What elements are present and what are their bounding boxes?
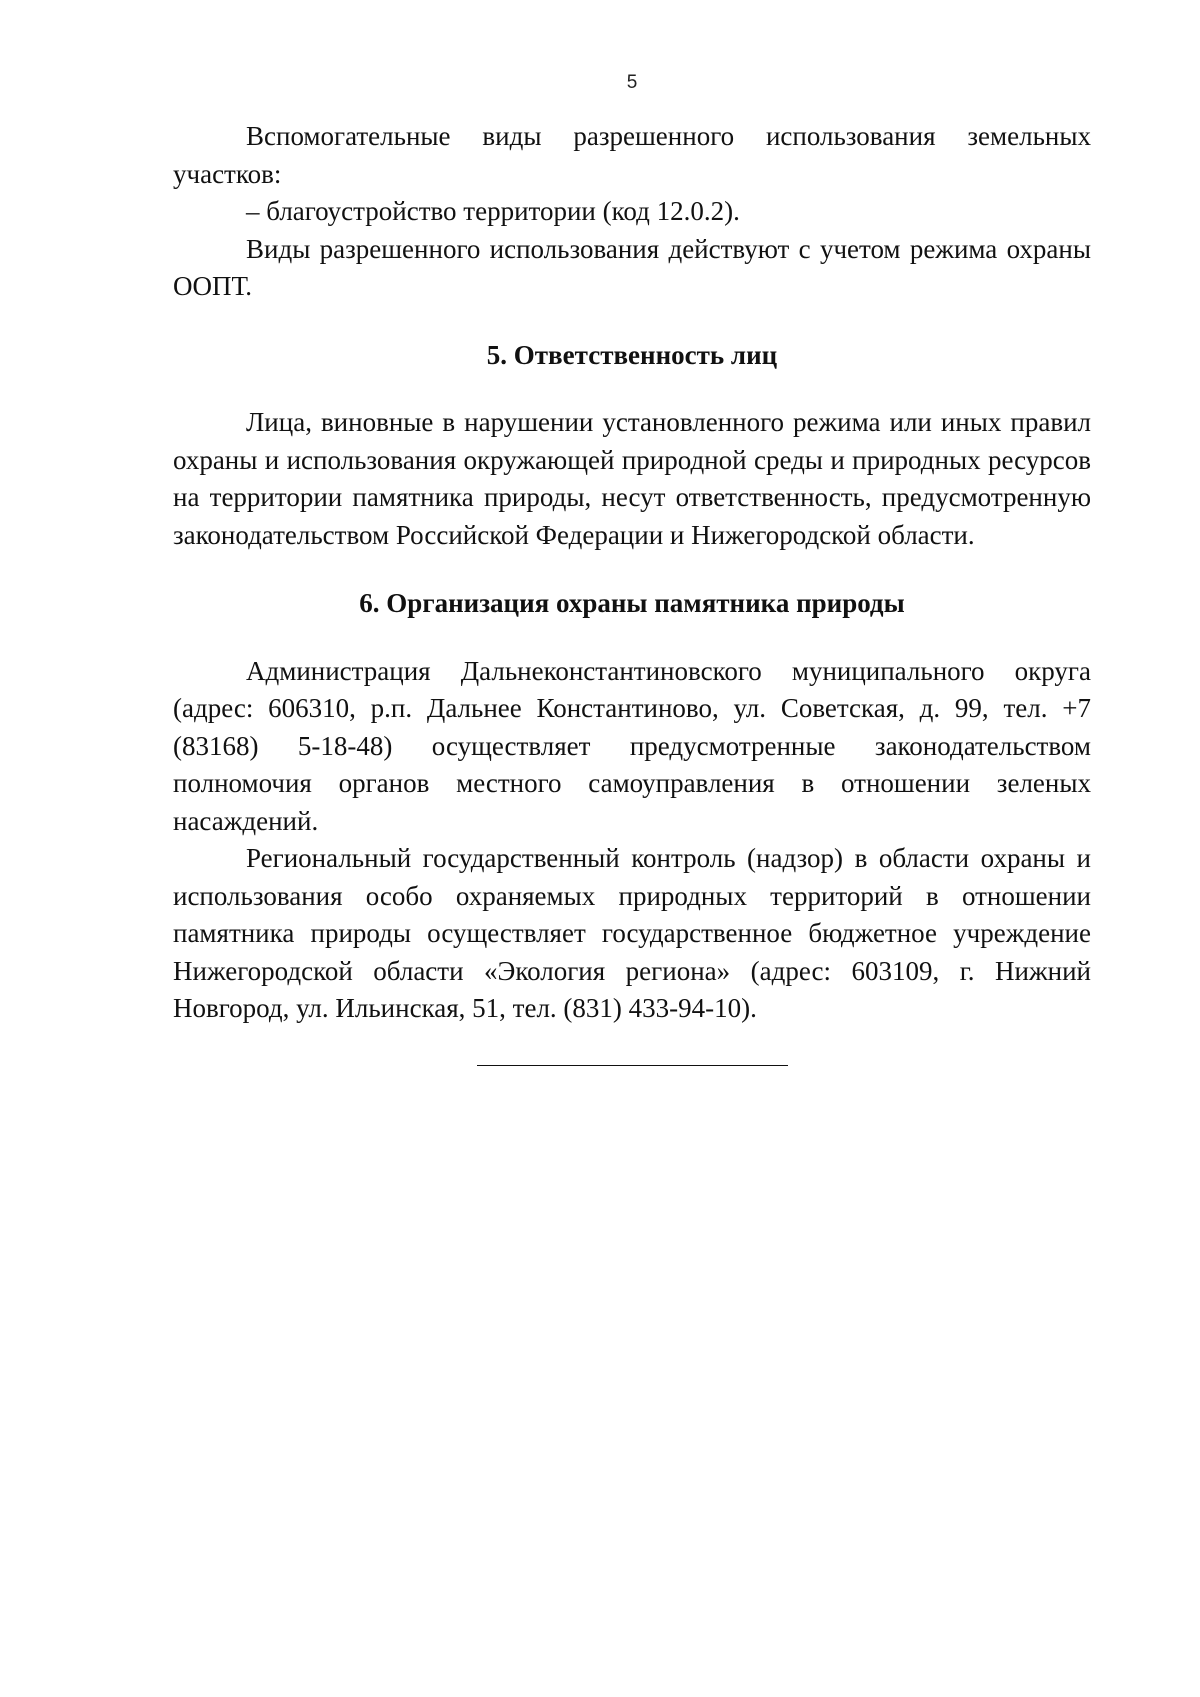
paragraph-municipal-administration: Администрация Дальнеконстантиновского муниципального округа (адрес: 606310, р.п. Дальнее Константиново, ул. Советская, д. 99, тел. +7 (83168) 5-18-48) осуществляет предусмотренные законодательством полномочия органов местного самоуправления в отношении зеленых насаждений. — [173, 655, 1091, 836]
paragraph-responsibility: Лица, виновные в нарушении установленного режима или иных правил охраны и использования окружающей природной среды и природных ресурсов на территории памятника природы, несут ответственность, предусмотренную законодательством Российской Федерации и Нижегородской области. — [173, 407, 1091, 550]
paragraph-regional-control: Региональный государственный контроль (надзор) в области охраны и использования особо охраняемых природных территорий в отношении памятника природы осуществляет государственное бюджетное учреждение Нижегородской области «Экология региона» (адрес: 603109, г. Нижний Новгород, ул. Ильинская, 51, тел. (831) 433-94-10). — [173, 843, 1091, 1023]
section-heading-responsibility: 5. Ответственность лиц — [486, 339, 778, 370]
page-number: 5 — [626, 72, 638, 93]
paragraph-landscaping-item: – благоустройство территории (код 12.0.2). — [246, 196, 740, 226]
end-of-document-rule — [477, 1065, 788, 1066]
document-body — [173, 118, 1091, 1066]
section-heading-protection-organization: 6. Организация охраны памятника природы — [359, 588, 905, 618]
paragraph-auxiliary-uses: Вспомогательные виды разрешенного использования земельных участков: — [173, 121, 1091, 189]
paragraph-protection-regime: Виды разрешенного использования действуют с учетом режима охраны ООПТ. — [173, 233, 1091, 301]
